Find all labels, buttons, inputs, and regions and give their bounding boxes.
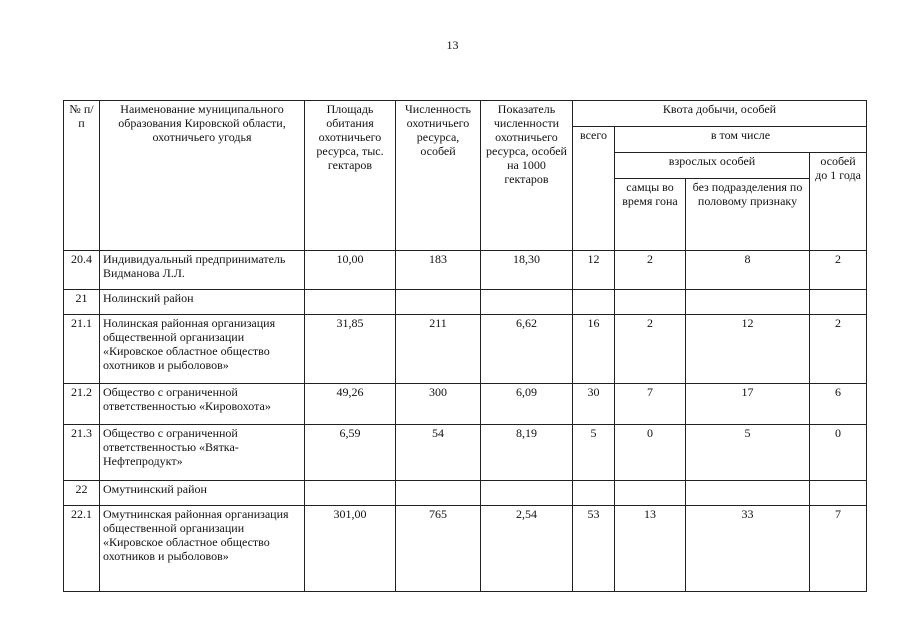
- cell-juveniles: [810, 290, 867, 315]
- header-name: Наименование муниципального образования Кировской области, охотничьего угодья: [100, 101, 305, 251]
- cell-area: [305, 481, 396, 506]
- cell-total: [573, 290, 615, 315]
- cell-num: 21: [64, 290, 100, 315]
- table-row: [64, 384, 867, 425]
- header-num: № п/п: [64, 101, 100, 251]
- cell-males-rut: [615, 481, 686, 506]
- cell-males-rut: 2: [615, 315, 686, 384]
- cell-name: Общество с ограниченной ответственностью «Кировохота»: [100, 384, 305, 425]
- page-number: 13: [446, 38, 459, 52]
- cell-area: 31,85: [305, 315, 396, 384]
- cell-no-sex-split: 17: [686, 384, 810, 425]
- cell-density: 6,09: [481, 384, 573, 425]
- cell-name: Нолинская районная организация общественной организации «Кировское областное общество охотников и рыболовов»: [100, 315, 305, 384]
- cell-total: 16: [573, 315, 615, 384]
- cell-no-sex-split: 12: [686, 315, 810, 384]
- cell-density: 18,30: [481, 251, 573, 290]
- cell-juveniles: 0: [810, 425, 867, 481]
- cell-density: [481, 290, 573, 315]
- table-row: [64, 506, 867, 592]
- cell-name: Индивидуальный предприниматель Видманова Л.Л.: [100, 251, 305, 290]
- cell-population: [396, 290, 481, 315]
- cell-no-sex-split: 5: [686, 425, 810, 481]
- cell-name: Омутнинский район: [100, 481, 305, 506]
- cell-males-rut: [615, 290, 686, 315]
- cell-juveniles: 2: [810, 251, 867, 290]
- cell-no-sex-split: 33: [686, 506, 810, 592]
- cell-juveniles: 2: [810, 315, 867, 384]
- cell-no-sex-split: [686, 481, 810, 506]
- cell-population: 211: [396, 315, 481, 384]
- header-area: Площадь обитания охотничьего ресурса, тыс. гектаров: [305, 101, 396, 251]
- cell-name: Омутнинская районная организация общественной организации «Кировское областное общество охотников и рыболовов»: [100, 506, 305, 592]
- cell-name: Общество с ограниченной ответственностью «Вятка-Нефтепродукт»: [100, 425, 305, 481]
- cell-population: [396, 481, 481, 506]
- header-total: всего: [573, 127, 615, 251]
- cell-density: 2,54: [481, 506, 573, 592]
- cell-males-rut: 2: [615, 251, 686, 290]
- cell-total: 53: [573, 506, 615, 592]
- header-no-sex-split: без подразделения по половому признаку: [686, 179, 810, 251]
- cell-total: 5: [573, 425, 615, 481]
- cell-density: 6,62: [481, 315, 573, 384]
- table-row: [64, 251, 867, 290]
- cell-num: 22: [64, 481, 100, 506]
- cell-total: 12: [573, 251, 615, 290]
- cell-population: 54: [396, 425, 481, 481]
- cell-area: 301,00: [305, 506, 396, 592]
- cell-density: [481, 481, 573, 506]
- cell-total: 30: [573, 384, 615, 425]
- header-quota: Квота добычи, особей: [573, 101, 867, 127]
- cell-no-sex-split: 8: [686, 251, 810, 290]
- cell-density: 8,19: [481, 425, 573, 481]
- header-population: Численность охотничьего ресурса, особей: [396, 101, 481, 251]
- table-row: [64, 425, 867, 481]
- table-row: [64, 315, 867, 384]
- cell-area: 49,26: [305, 384, 396, 425]
- cell-population: 300: [396, 384, 481, 425]
- cell-num: 22.1: [64, 506, 100, 592]
- cell-no-sex-split: [686, 290, 810, 315]
- cell-num: 21.3: [64, 425, 100, 481]
- cell-males-rut: 7: [615, 384, 686, 425]
- cell-area: 6,59: [305, 425, 396, 481]
- table-body: [64, 251, 867, 592]
- cell-population: 765: [396, 506, 481, 592]
- cell-num: 21.1: [64, 315, 100, 384]
- cell-num: 21.2: [64, 384, 100, 425]
- cell-juveniles: [810, 481, 867, 506]
- cell-area: 10,00: [305, 251, 396, 290]
- cell-total: [573, 481, 615, 506]
- cell-population: 183: [396, 251, 481, 290]
- table-row: [64, 290, 867, 315]
- table-header: [64, 101, 867, 251]
- table-row: [64, 481, 867, 506]
- cell-juveniles: 7: [810, 506, 867, 592]
- header-density: Показатель численности охотничьего ресурса, особей на 1000 гектаров: [481, 101, 573, 251]
- header-adults: взрослых особей: [615, 153, 810, 179]
- header-males-rut: самцы во время гона: [615, 179, 686, 251]
- cell-juveniles: 6: [810, 384, 867, 425]
- cell-area: [305, 290, 396, 315]
- cell-name: Нолинский район: [100, 290, 305, 315]
- quota-table: [63, 100, 867, 592]
- cell-num: 20.4: [64, 251, 100, 290]
- header-juveniles: особей до 1 года: [810, 153, 867, 251]
- header-including: в том числе: [615, 127, 867, 153]
- cell-males-rut: 0: [615, 425, 686, 481]
- cell-males-rut: 13: [615, 506, 686, 592]
